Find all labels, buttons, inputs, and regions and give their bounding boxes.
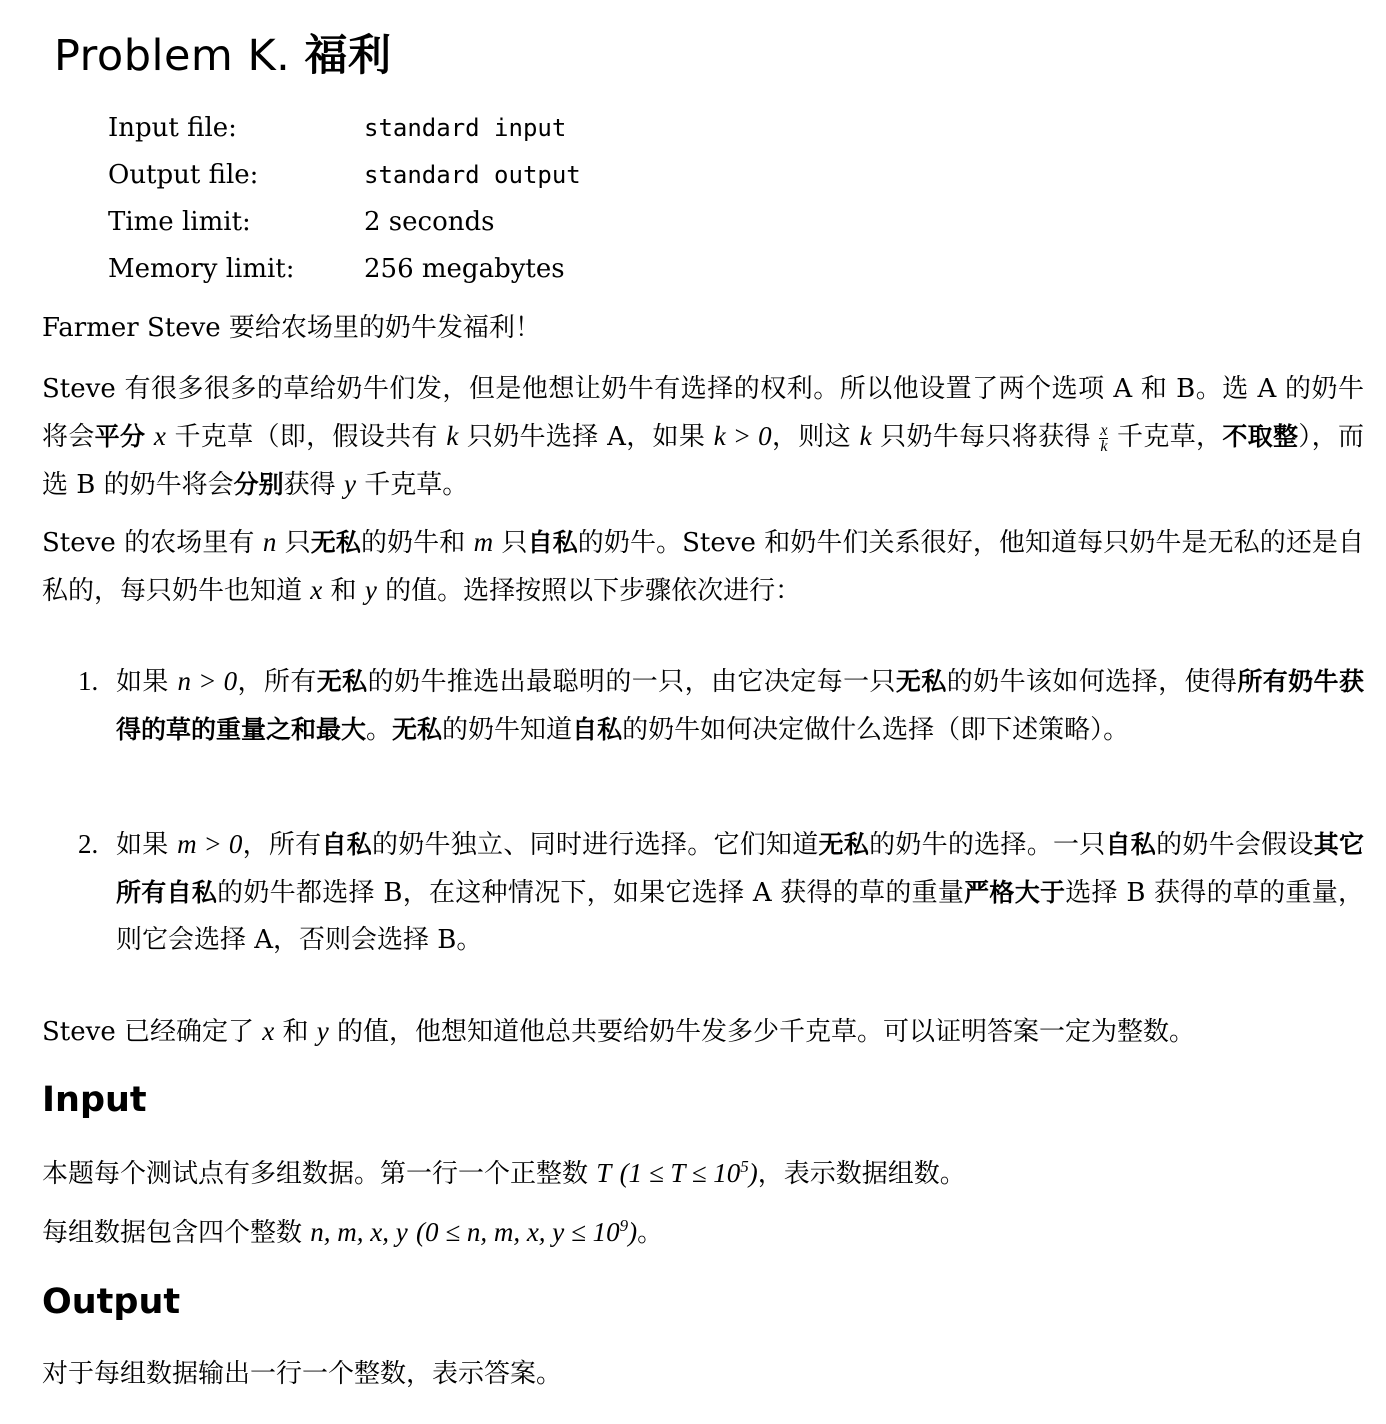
- statement-options: Steve 有很多很多的草给奶牛们发，但是他想让奶牛有选择的权利。所以他设置了两个选项 A 和 B。选 A 的奶牛将会平分 x 千克草（即，假设共有 k 只奶牛选择 A，如果 k > 0，则这 k 只奶牛每只将获得 $\frac{x}{k}$ 千克草，不取整），而选 B 的奶牛将会分别获得 y 千克草。: [42, 374, 1364, 500]
- limit-row: Input file: standard input: [108, 112, 567, 143]
- statement-intro: Farmer Steve 要给农场里的奶牛发福利！: [42, 313, 541, 343]
- t-range: $(1 \le T \le 10^5)$: [619, 1157, 758, 1188]
- statement-cows: Steve 的农场里有 n 只无私的奶牛和 m 只自私的奶牛。Steve 和奶牛们关系很好，他知道每只奶牛是无私的还是自私的，每只奶牛也知道 x 和 y 的值。选择按照以下步骤依次进行：: [42, 527, 1365, 606]
- list-item: 2. 如果 m > 0，所有自私的奶牛独立、同时进行选择。它们知道无私的奶牛的选择。一只自私的奶牛会假设其它所有自私的奶牛都选择 B，在这种情况下，如果它选择 A 获得的草的重量严格大于选择 B 获得的草的重量，则它会选择 A，否则会选择 B。: [78, 829, 1364, 955]
- problem-title: Problem K. 福利: [54, 31, 392, 81]
- problem-limits: [108, 104, 581, 292]
- list-item: 1. 如果 n > 0，所有无私的奶牛推选出最聪明的一只，由它决定每一只无私的奶牛该如何选择，使得所有奶牛获得的草的重量之和最大。无私的奶牛知道自私的奶牛如何决定做什么选择（即下述策略）。: [78, 666, 1364, 745]
- vars-range: (0 ≤ n, m, x, $y \le 10^9$): [416, 1216, 638, 1247]
- fraction-x-over-k: $\frac{x}{k}$: [1100, 421, 1108, 455]
- input-line-2: 每组数据包含四个整数 n, m, x, y (0 ≤ n, m, x, $y \le 10^9$)。: [42, 1216, 664, 1248]
- limit-row: Memory limit: 256 megabytes: [108, 253, 565, 284]
- statement-goal: Steve 已经确定了 x 和 y 的值，他想知道他总共要给奶牛发多少千克草。可以证明答案一定为整数。: [42, 1016, 1196, 1047]
- input-heading: Input: [42, 1080, 147, 1120]
- output-text: 对于每组数据输出一行一个整数，表示答案。: [42, 1359, 563, 1389]
- limit-row: Output file: standard output: [108, 159, 581, 190]
- limit-row: Time limit: 2 seconds: [108, 206, 495, 237]
- input-line-1: 本题每个测试点有多组数据。第一行一个正整数 T $(1 \le T \le 10^5)$，表示数据组数。: [42, 1157, 966, 1189]
- output-heading: Output: [42, 1282, 181, 1322]
